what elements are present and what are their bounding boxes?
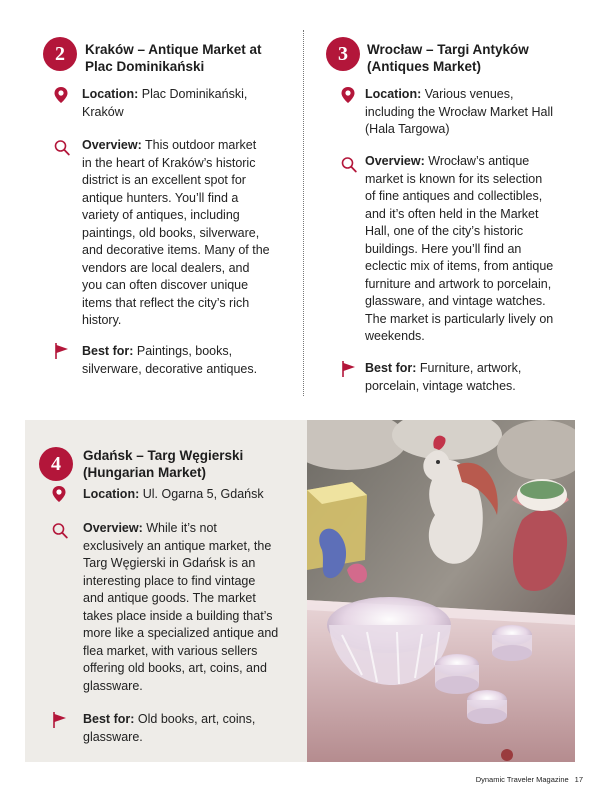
bestfor-value: Paintings, books, <box>136 344 233 358</box>
overview-line: district is an excellent spot for <box>82 173 246 187</box>
bestfor-label: Best for: <box>82 344 134 358</box>
overview-line: furniture and artwork to porcelain, <box>365 276 552 291</box>
overview-line: more like a specialized antique and <box>83 626 279 640</box>
overview-label: Overview: <box>82 138 142 152</box>
entry-title <box>367 41 529 75</box>
entry-number-badge: 3 <box>326 37 360 71</box>
overview-label: Overview: <box>365 154 425 168</box>
location-label: Location: <box>83 487 140 501</box>
entry-title-line: (Antiques Market) <box>367 59 482 74</box>
overview-line: exclusively an antique market, the <box>83 538 272 553</box>
antique-glassware-photo <box>307 420 575 762</box>
overview-line: glassware. <box>83 678 143 693</box>
bestfor-value: glassware. <box>83 729 143 744</box>
overview-line: buildings. Here you’ll find an <box>365 241 522 256</box>
overview-line: of fine antiques and collectibles, <box>365 189 543 203</box>
overview-line: While it’s not <box>146 521 217 535</box>
bestfor-label: Best for: <box>365 361 417 375</box>
overview-line: The market is particularly lively on <box>365 311 554 326</box>
location-text <box>83 486 298 504</box>
location-label: Location: <box>365 87 422 101</box>
overview-line: weekends. <box>365 329 425 343</box>
magnifier-icon <box>52 522 68 540</box>
page-footer <box>476 775 583 784</box>
entry-title-line: Kraków – Antique Market at <box>85 42 262 57</box>
location-text <box>82 86 292 121</box>
overview-line: Wrocław’s antique <box>428 154 530 168</box>
overview-line: vendors are local dealers, and <box>82 260 250 275</box>
photo-illustration <box>307 420 575 762</box>
entry-number-badge: 4 <box>39 447 73 481</box>
page-number: 17 <box>574 775 583 784</box>
overview-line: eclectic mix of items, from antique <box>365 259 554 273</box>
location-value: (Hala Targowa) <box>365 122 450 136</box>
overview-line: in the heart of Kraków’s historic <box>82 155 256 170</box>
overview-line: variety of antiques, including <box>82 208 240 222</box>
magazine-name: Dynamic Traveler Magazine <box>475 775 569 784</box>
flag-icon <box>54 342 70 360</box>
overview-line: paintings, old books, silverware, <box>82 225 260 240</box>
overview-line: interesting place to find vintage <box>83 573 256 588</box>
overview-line: glassware, and vintage watches. <box>365 294 546 308</box>
location-value: Plac Dominikański, <box>141 87 248 101</box>
entry-title <box>85 41 262 75</box>
location-pin-icon <box>51 485 67 503</box>
overview-line: you can often discover unique <box>82 278 249 292</box>
overview-line: flea market, with various sellers <box>83 643 258 658</box>
entry-title-line: Gdańsk – Targ Węgierski <box>83 448 244 463</box>
overview-text <box>365 153 585 346</box>
bestfor-text <box>82 343 297 378</box>
overview-text <box>83 520 298 695</box>
flag-icon <box>341 360 357 378</box>
location-pin-icon <box>53 86 69 104</box>
location-value: Kraków <box>82 104 124 119</box>
location-label: Location: <box>82 87 139 101</box>
entry-title-line: (Hungarian Market) <box>83 465 207 480</box>
overview-line: Targ Węgierski in Gdańsk is an <box>83 556 256 570</box>
bestfor-text <box>83 711 298 746</box>
bestfor-value: silverware, decorative antiques. <box>82 361 258 376</box>
location-value: Various venues, <box>424 87 514 101</box>
overview-line: This outdoor market <box>145 138 257 152</box>
bestfor-value: Old books, art, coins, <box>137 712 256 726</box>
column-divider <box>303 30 304 396</box>
overview-line: offering old books, art, coins, and <box>83 661 267 675</box>
overview-line: history. <box>82 313 122 327</box>
bestfor-text <box>365 360 585 395</box>
entry-title-line: Plac Dominikański <box>85 59 205 74</box>
overview-line: and decorative items. Many of the <box>82 243 270 257</box>
magnifier-icon <box>341 156 357 174</box>
overview-line: antique hunters. You’ll find a <box>82 190 239 205</box>
entry-title <box>83 447 243 481</box>
overview-text <box>82 137 297 330</box>
overview-line: market is known for its selection <box>365 171 543 186</box>
overview-line: Hall, one of the city’s historic <box>365 224 524 238</box>
location-value: Ul. Ogarna 5, Gdańsk <box>142 487 264 501</box>
bestfor-value: porcelain, vintage watches. <box>365 378 516 393</box>
bestfor-label: Best for: <box>83 712 135 726</box>
location-text <box>365 86 585 139</box>
location-pin-icon <box>340 86 356 104</box>
flag-icon <box>52 711 68 729</box>
magnifier-icon <box>54 139 70 157</box>
entry-number-badge: 2 <box>43 37 77 71</box>
overview-line: items that reflect the city’s rich <box>82 295 250 310</box>
overview-line: and it’s often held in the Market <box>365 206 539 221</box>
entry-title-line: Wrocław – Targi Antyków <box>367 42 529 57</box>
location-value: including the Wrocław Market Hall <box>365 104 554 119</box>
overview-line: and antique goods. The market <box>83 591 256 605</box>
overview-label: Overview: <box>83 521 143 535</box>
overview-line: takes place inside a building that’s <box>83 608 273 623</box>
bestfor-value: Furniture, artwork, <box>419 361 522 375</box>
